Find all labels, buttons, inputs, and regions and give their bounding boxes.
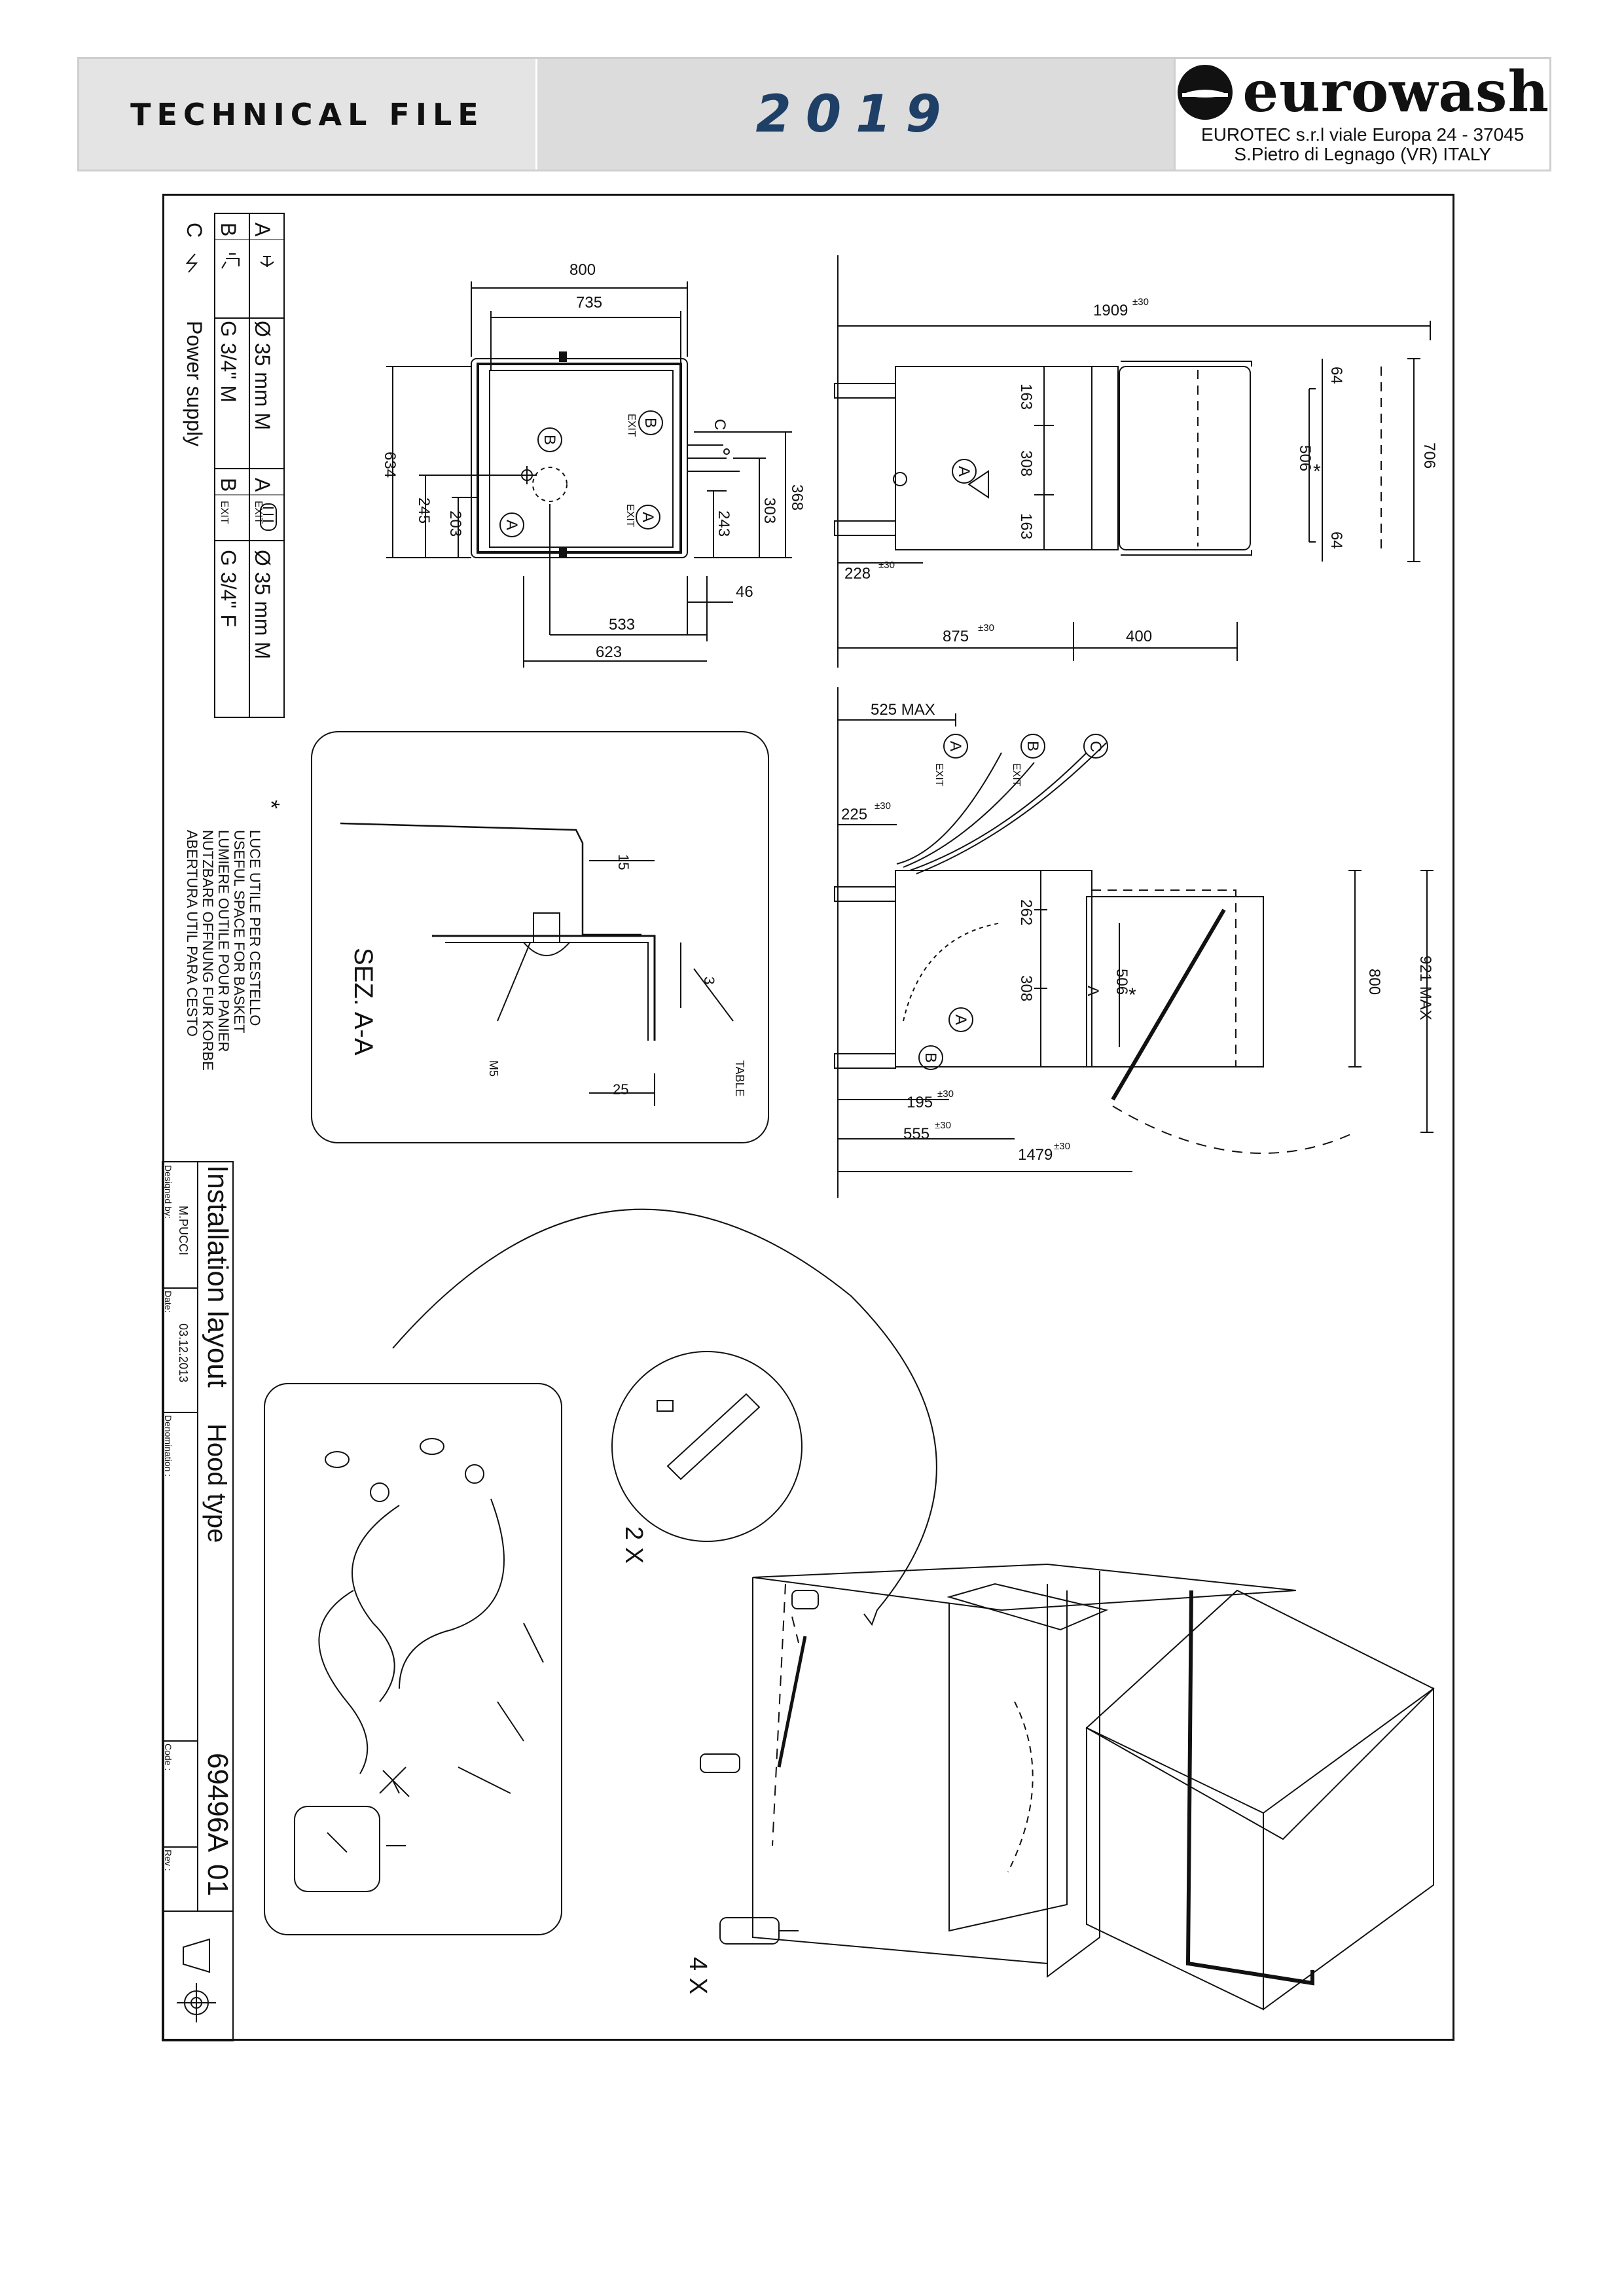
section-detail (312, 732, 768, 1143)
side-label-a: A (955, 466, 973, 477)
dim-25: 25 (613, 1081, 629, 1098)
side-view-closed (835, 255, 1438, 668)
dim-228: 228 (844, 565, 871, 583)
dim-623: 623 (596, 643, 623, 661)
power-bolt-icon (187, 254, 196, 272)
dim-1909-tol: ±30 (1132, 296, 1149, 308)
dim-308: 308 (1017, 450, 1035, 477)
dim-1479-tol: ±30 (1054, 1141, 1070, 1152)
brand-emblem-icon (1176, 63, 1235, 122)
header-title-cell (79, 59, 535, 170)
top-label-a2: A (639, 512, 657, 523)
open-exit-a: EXIT (933, 763, 945, 787)
conn-exit-a-letter: A (251, 478, 274, 492)
dim-46: 46 (736, 583, 753, 601)
note-star: * (258, 800, 285, 810)
dim-64a: 64 (1327, 367, 1345, 384)
rev-value: 01 (202, 1864, 234, 1896)
dim-506b: 506 (1113, 969, 1130, 996)
note-line-1: LUCE UTILE PER CESTELLO (247, 830, 263, 1026)
dim-706: 706 (1420, 442, 1438, 469)
designer-name: M.PUCCI (177, 1206, 190, 1255)
conn-a-letter: A (251, 223, 274, 237)
screw-m5-label: M5 (487, 1060, 500, 1077)
dim-525-max: 525 MAX (871, 701, 935, 719)
dim-506: 506 (1296, 445, 1314, 472)
top-label-a1: A (503, 520, 520, 531)
dim-245: 245 (415, 497, 433, 524)
top-exit-2: EXIT (624, 504, 636, 528)
header-year-cell (535, 59, 1174, 170)
brand-name: eurowash (1242, 59, 1549, 125)
note-line-5: ABERTURA UTIL PARA CESTO (184, 830, 200, 1037)
dim-1909: 1909 (1093, 302, 1128, 319)
dim-225-tol: ±30 (875, 800, 891, 812)
installation-drawing (164, 196, 1453, 2039)
projection-symbol-icon (177, 1939, 216, 2022)
open-label-b2: B (922, 1052, 939, 1064)
drawing-sheet (162, 194, 1454, 2041)
connections-table (183, 213, 284, 717)
code-value: 69496A (202, 1753, 234, 1852)
dim-921-max: 921 MAX (1416, 956, 1434, 1020)
dim-225: 225 (841, 806, 868, 823)
dim-800: 800 (569, 261, 596, 279)
open-label-c: C (1087, 741, 1104, 753)
useful-space-note (184, 800, 285, 1071)
hose-fittings-icon (319, 1439, 543, 1797)
note-line-3: LUMIERE OUTILE POUR PANIER (215, 830, 232, 1052)
dim-203: 203 (446, 511, 464, 537)
qty-2x: 2 X (620, 1526, 647, 1564)
table-label: TABLE (733, 1060, 746, 1097)
dim-875-tol: ±30 (978, 622, 994, 634)
dim-262: 262 (1017, 899, 1035, 926)
dim-195-tol: ±30 (937, 1088, 954, 1100)
rev-label: Rev : (163, 1850, 173, 1871)
electrical-box-icon (295, 1806, 406, 1892)
dim-228-tol: ±30 (878, 560, 895, 571)
conn-a-spec: Ø 35 mm M (251, 321, 274, 431)
conn-c-letter: C (183, 223, 206, 238)
company-address-line2: S.Pietro di Legnago (VR) ITALY (1234, 144, 1492, 164)
note-line-4: NUTZBARE OFFNUNG FUR KORBE (200, 830, 216, 1071)
company-address-line1: EUROTEC s.r.l viale Europa 24 - 37045 (1201, 124, 1525, 145)
dim-3: 3 (701, 977, 717, 985)
dim-506-star: * (1313, 461, 1321, 482)
brand-logo (1176, 59, 1549, 125)
date-label: Date: (163, 1291, 173, 1313)
dim-163b: 163 (1017, 513, 1035, 540)
dim-800b: 800 (1365, 969, 1383, 996)
code-label: Code : (163, 1744, 173, 1771)
dim-875: 875 (943, 628, 969, 645)
top-view (381, 261, 806, 668)
conn-exit-b-spec: G 3/4" F (217, 550, 240, 628)
conn-exit-a-sub: EXIT (253, 501, 264, 524)
dim-533: 533 (609, 616, 636, 634)
dim-64b: 64 (1327, 531, 1345, 549)
denomination-label: Denomination : (163, 1415, 173, 1477)
title-block (162, 1162, 234, 2041)
water-tap-icon (222, 254, 239, 268)
dim-634: 634 (381, 452, 399, 478)
top-exit-1: EXIT (626, 414, 637, 437)
open-label-a2: A (952, 1014, 969, 1026)
dim-555: 555 (903, 1125, 930, 1143)
dim-555-tol: ±30 (935, 1120, 951, 1131)
adjustable-foot-icon (720, 1918, 779, 1944)
drawing-title: Installation layout (202, 1165, 234, 1388)
side-view-open (835, 687, 1434, 1198)
document-year: 2019 (755, 84, 956, 144)
open-label-b: B (1024, 741, 1041, 752)
dim-735: 735 (576, 294, 603, 312)
dim-195: 195 (907, 1094, 933, 1111)
drain-symbol-icon (261, 257, 274, 267)
document-title: TECHNICAL FILE (130, 96, 484, 132)
conn-exit-b-letter: B (217, 478, 240, 492)
open-label-a: A (947, 741, 964, 752)
top-label-b2: B (641, 418, 659, 429)
conn-b-letter: B (217, 223, 240, 237)
dim-368: 368 (788, 484, 806, 511)
note-line-2: USEFUL SPACE FOR BASKET (231, 830, 247, 1033)
conn-exit-b-sub: EXIT (219, 501, 230, 524)
denomination-value: Hood type (202, 1424, 231, 1543)
dim-15: 15 (615, 854, 632, 870)
top-label-c: C (711, 419, 729, 431)
dim-400: 400 (1126, 628, 1153, 645)
open-exit-b: EXIT (1011, 763, 1022, 787)
dim-243: 243 (715, 511, 732, 537)
section-title: SEZ. A-A (349, 948, 378, 1056)
dim-163a: 163 (1017, 384, 1035, 410)
assembly-view (264, 1210, 1434, 2009)
designed-by-label: Designed by: (163, 1165, 173, 1219)
dim-303: 303 (761, 497, 778, 524)
document-header (77, 57, 1551, 171)
section-arrow-a: A (1084, 986, 1102, 997)
dim-308b: 308 (1017, 975, 1035, 1002)
top-label-b1: B (541, 435, 558, 446)
rail-magnifier (612, 1352, 802, 1541)
date-value: 03.12.2013 (177, 1323, 190, 1383)
conn-b-spec: G 3/4" M (217, 321, 240, 403)
dim-1479: 1479 (1018, 1146, 1053, 1164)
conn-exit-a-spec: Ø 35 mm M (251, 550, 274, 660)
dim-506b-star: * (1128, 984, 1136, 1006)
conn-c-spec: Power supply (183, 321, 206, 447)
qty-4x: 4 X (684, 1957, 712, 1995)
header-logo-cell (1174, 59, 1549, 170)
